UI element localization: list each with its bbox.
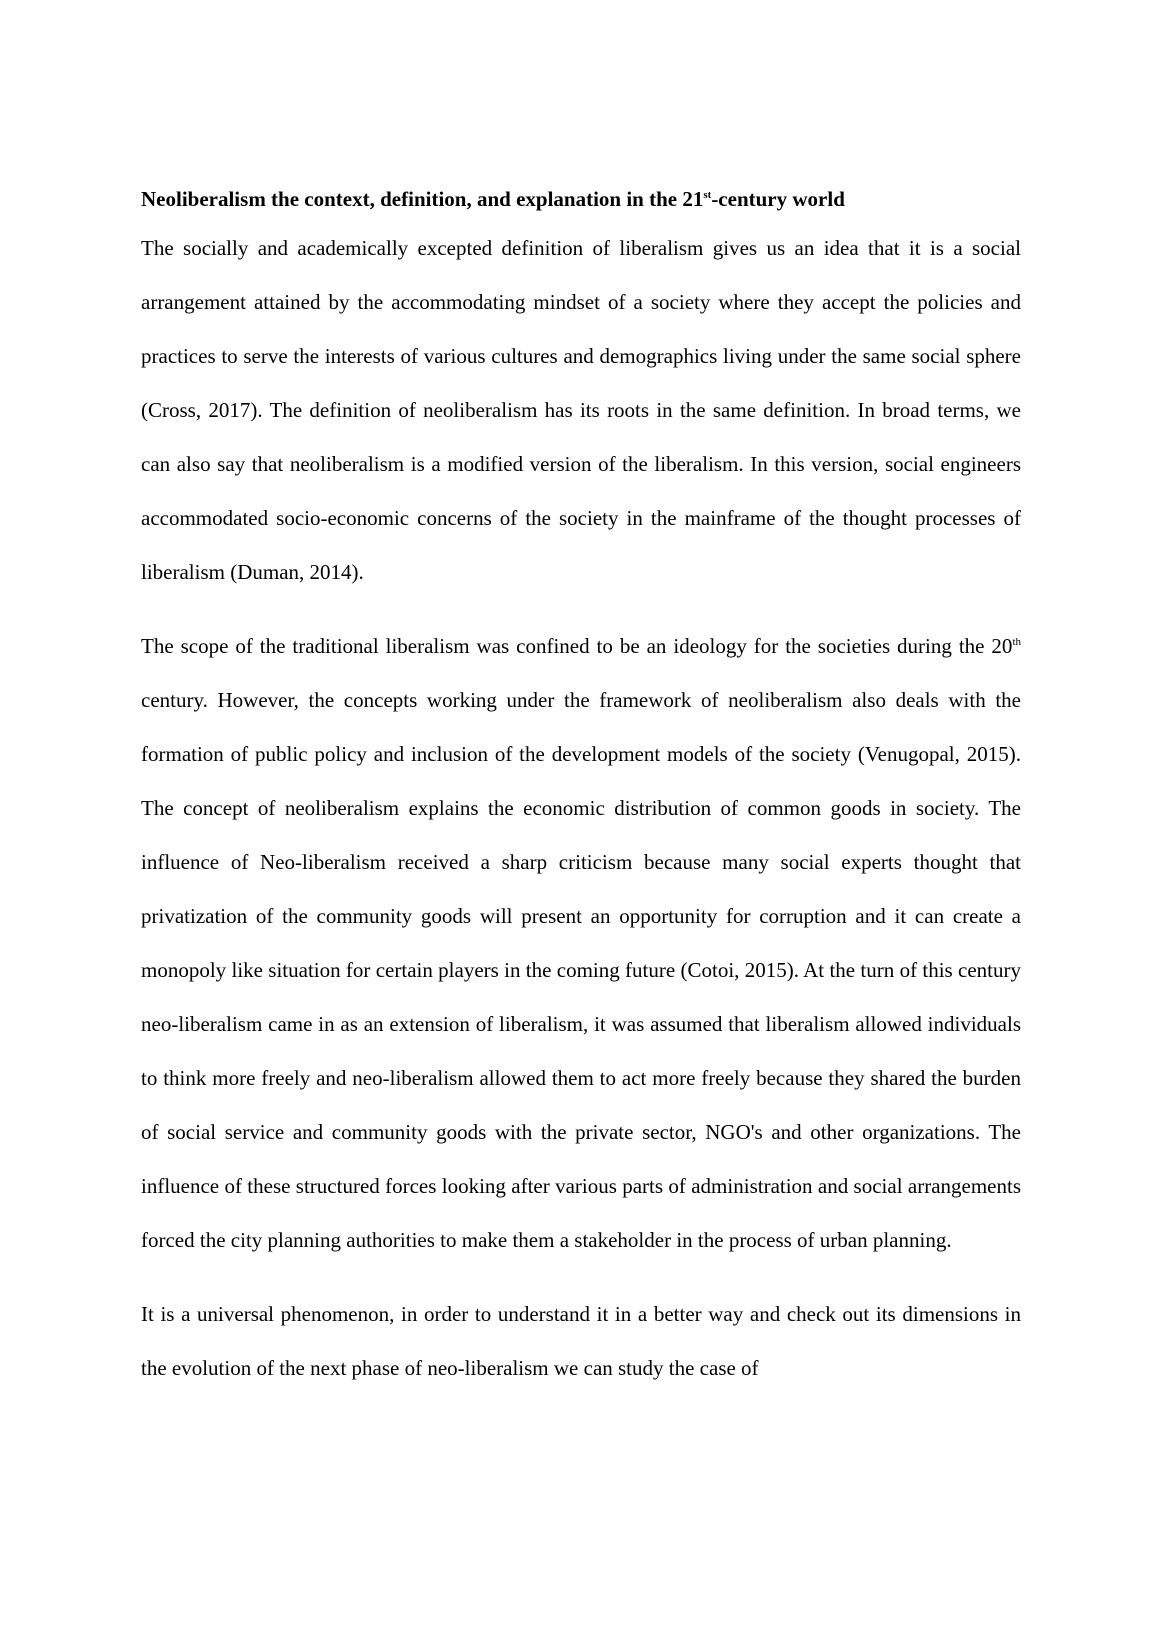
section-heading (141, 183, 1021, 215)
paragraph-2-ordinal-suffix: th (1012, 636, 1021, 648)
document-page (141, 183, 1021, 1395)
paragraph-2 (141, 619, 1021, 1267)
heading-ordinal-suffix: st (703, 189, 712, 201)
paragraph-3: It is a universal phenomenon, in order to understand it in a better way and check out its dimensions in the evolution of the next phase of neo-liberalism we can study the case of (141, 1302, 1021, 1380)
paragraph-2-text: The scope of the traditional liberalism was confined to be an ideology for the societies during the 20 (141, 634, 1013, 658)
heading-text-end: -century world (711, 187, 845, 211)
paragraph-2-text-end: century. However, the concepts working under the framework of neoliberalism also deals with the formation of public policy and inclusion of the development models of the society (Venugopal, 2015). The concept of neoliberalism explains the economic distribution of common goods in society. The influence of Neo-liberalism received a sharp criticism because many social experts thought that privatization of the community goods will present an opportunity for corruption and it can create a monopoly like situation for certain players in the coming future (Cotoi, 2015). At the turn of this century neo-liberalism came in as an extension of liberalism, it was assumed that liberalism allowed individuals to think more freely and neo-liberalism allowed them to act more freely because they shared the burden of social service and community goods with the private sector, NGO's and other organizations. The influence of these structured forces looking after various parts of administration and social arrangements forced the city planning authorities to make them a stakeholder in the process of urban planning. (141, 688, 1021, 1252)
heading-text: Neoliberalism the context, definition, and explanation in the 21 (141, 187, 704, 211)
paragraph-1: The socially and academically excepted definition of liberalism gives us an idea that it is a social arrangement attained by the accommodating mindset of a society where they accept the policies and practices to serve the interests of various cultures and demographics living under the same social sphere (Cross, 2017). The definition of neoliberalism has its roots in the same definition. In broad terms, we can also say that neoliberalism is a modified version of the liberalism. In this version, social engineers accommodated socio-economic concerns of the society in the mainframe of the thought processes of liberalism (Duman, 2014). (141, 236, 1021, 584)
